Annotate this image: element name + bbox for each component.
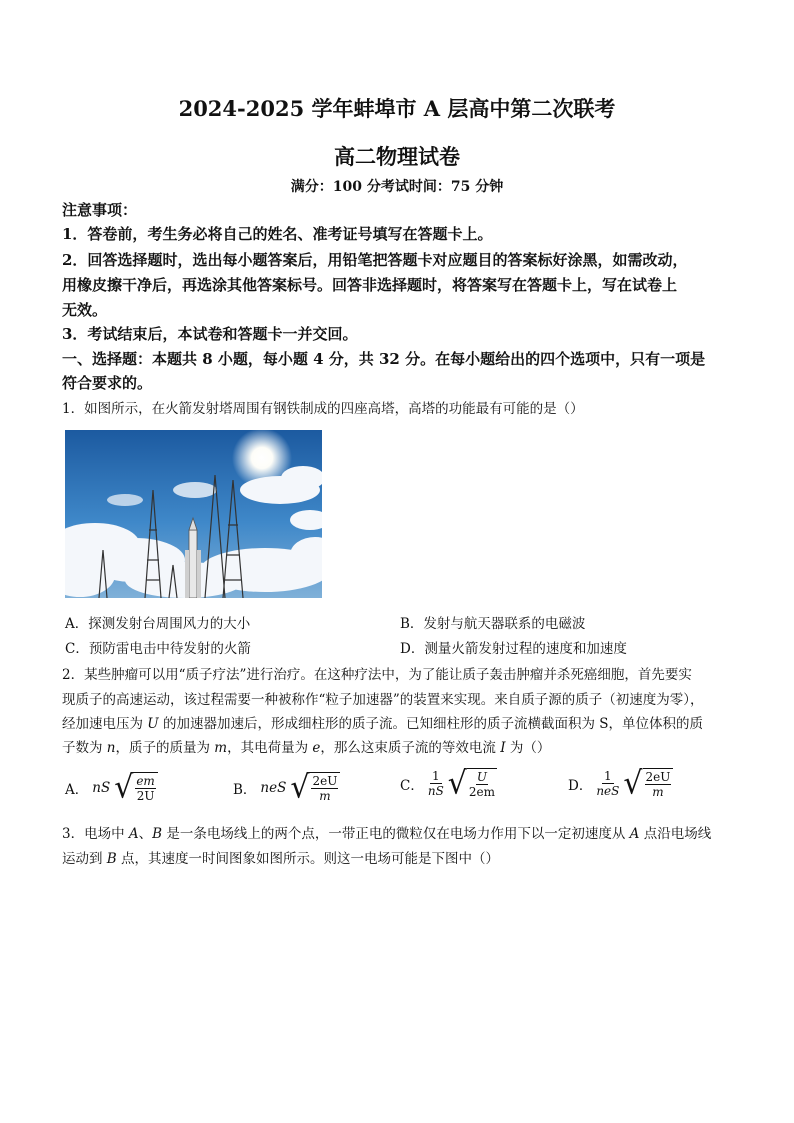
q2-option-d-fnum: 1: [604, 769, 612, 783]
q2-option-b-num: 2eU: [312, 774, 338, 788]
q2-option-d-den: m: [652, 785, 664, 799]
q2-option-c[interactable]: [400, 764, 497, 802]
q2-option-a-num: em: [136, 774, 155, 788]
q2-line4-a: 子数为: [62, 740, 107, 756]
q3-line2-a: 运动到: [62, 851, 107, 867]
q2-line4-e: ，其电荷量为: [227, 740, 313, 756]
exam-title: 2024-2025 学年蚌埠市 A 层高中第二次联考: [178, 96, 616, 121]
sqrt-symbol: √ $\frac{em}{2U}$: [114, 772, 158, 803]
q2-line3-a: 经加速电压为: [62, 716, 148, 732]
q2-option-c-fden: nS: [427, 784, 444, 798]
q2-var-i: I: [500, 740, 506, 756]
q2-option-a-label: A．: [65, 781, 89, 798]
q2-var-m: m: [214, 740, 228, 756]
q2-var-u: U: [147, 716, 159, 732]
q2-option-b-coef: neS: [260, 779, 287, 796]
q2-line4-c: ，质子的质量为: [115, 740, 215, 756]
q1-option-d[interactable]: D．测量火箭发射过程的速度和加速度: [400, 641, 627, 657]
q3-line1-a: 3．电场中: [62, 826, 129, 842]
q2-option-c-den: 2em: [468, 785, 496, 799]
q2-option-d-fden: neS: [596, 784, 620, 798]
q1-rocket-photo: [65, 430, 322, 598]
exam-meta: 满分：100 分考试时间：75 分钟: [290, 179, 504, 195]
q2-option-a-den: 2U: [136, 789, 155, 803]
section-heading-line2: 符合要求的。: [62, 374, 153, 392]
q3-point-a2: A: [629, 826, 640, 842]
q2-line4: [62, 736, 734, 760]
sqrt-symbol: √ $\frac{2eU}{m}$: [290, 772, 340, 803]
sqrt-symbol: √ $\frac{2eU}{m}$: [623, 768, 673, 799]
q3-point-b2: B: [106, 851, 117, 867]
q2-option-c-label: C．: [400, 777, 424, 794]
q2-option-b-den: m: [319, 789, 331, 803]
notes-item-3: 3．考试结束后，本试卷和答题卡一并交回。: [62, 325, 358, 343]
section-heading-line1: 一、选择题：本题共 8 小题，每小题 4 分，共 32 分。在每小题给出的四个选项中，只有一项是: [62, 350, 706, 368]
q1-stem: 1．如图所示，在火箭发射塔周围有钢铁制成的四座高塔，高塔的功能最有可能的是（）: [62, 401, 584, 417]
q3-point-b: B: [152, 826, 163, 842]
q2-var-n: n: [106, 740, 116, 756]
q2-option-b[interactable]: [233, 768, 340, 806]
q2-line2: 现质子的高速运动，该过程需要一种被称作“粒子加速器”的装置来实现。来自质子源的质子（初速度为零），: [62, 692, 704, 708]
notes-item-1: 1．答卷前，考生务必将自己的姓名、准考证号填写在答题卡上。: [62, 225, 493, 243]
q2-option-a[interactable]: [65, 768, 158, 806]
fraction: [596, 769, 619, 798]
q1-option-a[interactable]: A．探测发射台周围风力的大小: [65, 616, 251, 632]
q3-line2: [62, 847, 734, 871]
q2-option-a-coef: nS: [92, 779, 111, 796]
fraction: [428, 769, 444, 798]
sqrt-symbol: √ $\frac{U}{2em}$: [447, 764, 496, 802]
q3-line1-e: 是一条电场线上的两个点，一带正电的微粒仅在电场力作用下以一定初速度从: [162, 826, 630, 842]
exam-subtitle: 高二物理试卷: [334, 144, 460, 169]
notes-item-2-line1: 2．回答选择题时，选出每小题答案后，用铅笔把答题卡对应题目的答案标好涂黑，如需改动，: [62, 251, 688, 269]
q2-option-d-label: D．: [568, 777, 593, 794]
q3-line2-c: 点，其速度一时间图象如图所示。则这一电场可能是下图中（）: [116, 851, 500, 867]
q2-line3-c: 的加速器加速后，形成细柱形的质子流。已知细柱形的质子流横截面积为 S，单位体积的质: [158, 716, 704, 732]
q2-option-c-fnum: 1: [432, 769, 440, 783]
notes-item-2-line2: 用橡皮擦干净后，再选涂其他答案标号。回答非选择题时，将答案写在答题卡上，写在试卷上: [62, 276, 678, 294]
q2-option-d-num: 2eU: [645, 770, 671, 784]
q2-line4-i: 为（）: [505, 740, 551, 756]
q2-option-c-num: U: [476, 770, 488, 784]
q2-line4-g: ，那么这束质子流的等效电流: [320, 740, 501, 756]
q2-line1: 2．某些肿瘤可以用“质子疗法”进行治疗。在这种疗法中，为了能让质子轰击肿瘤并杀死癌细胞，首先要实: [62, 667, 692, 683]
q3-line1-c: 、: [138, 826, 153, 842]
q1-option-c[interactable]: C．预防雷电击中待发射的火箭: [65, 641, 251, 657]
q2-var-e: e: [312, 740, 321, 756]
q2-option-d[interactable]: [568, 764, 673, 802]
q2-line3: [62, 712, 734, 736]
q3-line1: [62, 822, 734, 846]
notes-heading: 注意事项：: [62, 201, 138, 219]
q2-option-b-label: B．: [233, 781, 257, 798]
q1-option-b[interactable]: B．发射与航天器联系的电磁波: [400, 616, 586, 632]
q3-line1-g: 点沿电场线: [639, 826, 712, 842]
notes-item-2-line3: 无效。: [62, 301, 108, 319]
q3-point-a: A: [128, 826, 139, 842]
